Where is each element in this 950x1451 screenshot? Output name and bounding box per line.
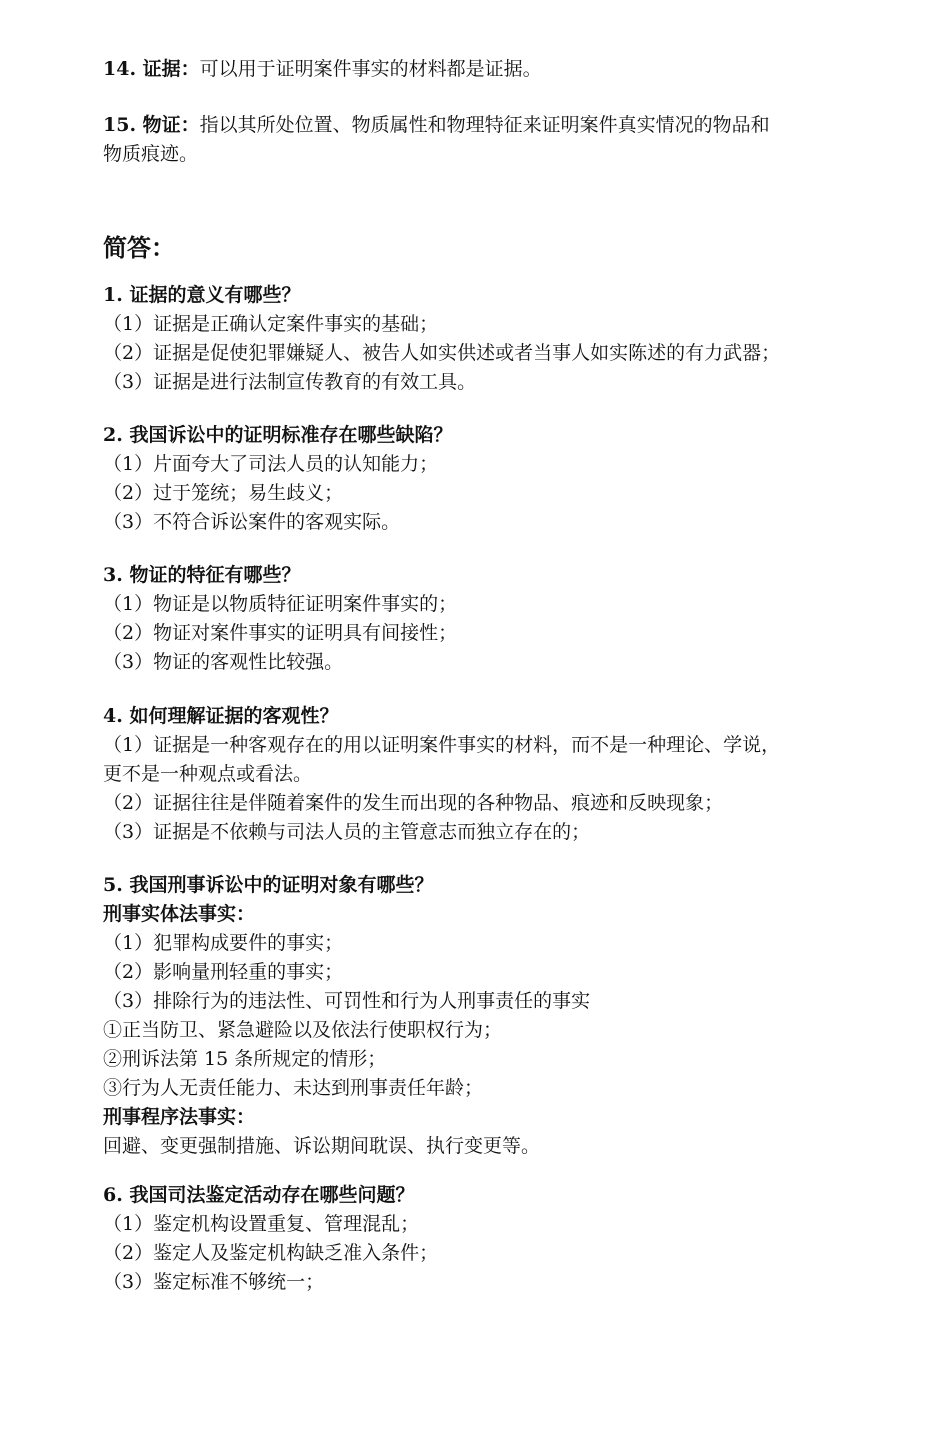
answer-item: （1）证据是正确认定案件事实的基础；	[103, 313, 439, 335]
question-title: 1. 证据的意义有哪些？	[103, 284, 301, 306]
answer-item: （3）证据是进行法制宣传教育的有效工具。	[103, 371, 477, 393]
question-title: 2. 我国诉讼中的证明标准存在哪些缺陷？	[103, 424, 453, 446]
answer-item: 更不是一种观点或看法。	[103, 763, 313, 785]
question-1	[103, 281, 863, 397]
section-title: 简答：	[103, 233, 175, 262]
answer-item: （2）证据是促使犯罪嫌疑人、被告人如实供述或者当事人如实陈述的有力武器；	[103, 342, 781, 364]
definition-text: 可以用于证明案件事实的材料都是证据。	[199, 58, 542, 80]
answer-item: （2）证据往往是伴随着案件的发生而出现的各种物品、痕迹和反映现象；	[103, 792, 724, 814]
question-title: 6. 我国司法鉴定活动存在哪些问题？	[103, 1184, 415, 1206]
answer-item: （1）物证是以物质特征证明案件事实的；	[103, 593, 458, 615]
question-3	[103, 561, 863, 677]
question-2	[103, 421, 863, 537]
subheading-procedural-facts: 刑事程序法事实：	[103, 1106, 256, 1128]
question-title: 3. 物证的特征有哪些？	[103, 564, 301, 586]
answer-item: ②刑诉法第 15 条所规定的情形；	[103, 1048, 387, 1070]
answer-item: （1）鉴定机构设置重复、管理混乱；	[103, 1213, 420, 1235]
question-4	[103, 702, 863, 847]
answer-item: （2）过于笼统；易生歧义；	[103, 482, 344, 504]
answer-item: （3）不符合诉讼案件的客观实际。	[103, 511, 401, 533]
answer-item: 回避、变更强制措施、诉讼期间耽误、执行变更等。	[103, 1135, 541, 1157]
definition-15	[103, 111, 863, 169]
question-title: 4. 如何理解证据的客观性？	[103, 705, 339, 727]
question-6	[103, 1181, 863, 1297]
question-title: 5. 我国刑事诉讼中的证明对象有哪些？	[103, 874, 434, 896]
answer-item: （1）片面夸大了司法人员的认知能力；	[103, 453, 439, 475]
answer-item: （3）物证的客观性比较强。	[103, 651, 344, 673]
answer-item: （1）证据是一种客观存在的用以证明案件事实的材料，而不是一种理论、学说，	[103, 734, 781, 756]
answer-item: （2）物证对案件事实的证明具有间接性；	[103, 622, 458, 644]
answer-item: （2）影响量刑轻重的事实；	[103, 961, 344, 983]
answer-item: ③行为人无责任能力、未达到刑事责任年龄；	[103, 1077, 484, 1099]
definition-14	[103, 55, 863, 84]
definition-text-continued: 物质痕迹。	[103, 143, 199, 165]
definition-term: 15. 物证：	[103, 114, 200, 136]
answer-item: （3）鉴定标准不够统一；	[103, 1271, 325, 1293]
definition-term: 14. 证据：	[103, 58, 200, 80]
definition-text: 指以其所处位置、物质属性和物理特征来证明案件真实情况的物品和	[199, 114, 770, 136]
answer-item: （3）排除行为的违法性、可罚性和行为人刑事责任的事实	[103, 990, 591, 1012]
answer-item: （2）鉴定人及鉴定机构缺乏准入条件；	[103, 1242, 439, 1264]
question-5	[103, 871, 863, 1161]
subheading-substantive-facts: 刑事实体法事实：	[103, 903, 256, 925]
answer-item: ①正当防卫、紧急避险以及依法行使职权行为；	[103, 1019, 503, 1041]
answer-item: （1）犯罪构成要件的事实；	[103, 932, 344, 954]
answer-item: （3）证据是不依赖与司法人员的主管意志而独立存在的；	[103, 821, 591, 843]
